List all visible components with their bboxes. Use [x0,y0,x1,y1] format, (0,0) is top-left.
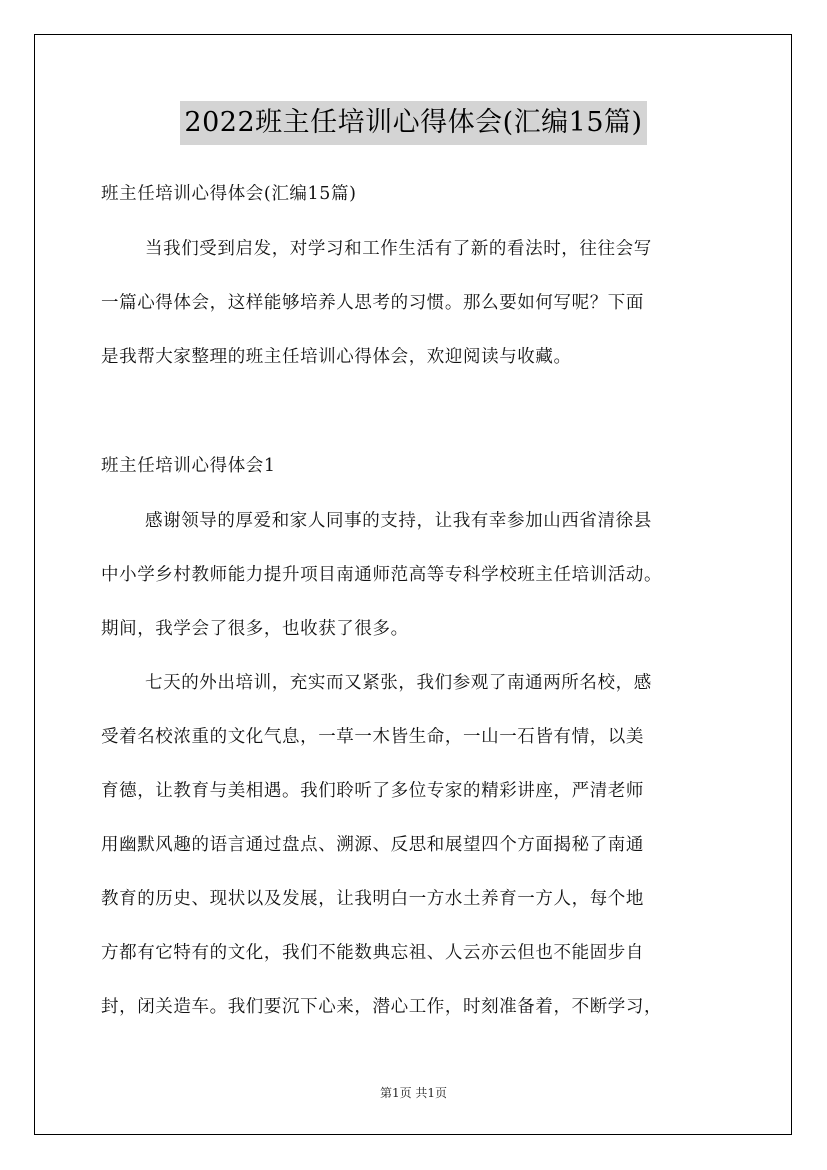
paragraph2-line: 用幽默风趣的语言通过盘点、溯源、反思和展望四个方面揭秘了南通 [101,835,644,855]
document-title: 2022班主任培训心得体会(汇编15篇) [180,101,646,145]
paragraph2-line: 教育的历史、现状以及发展，让我明白一方水土养育一方人，每个地 [101,889,644,909]
page-footer: 第1页 共1页 [379,1086,448,1100]
intro-line: 是我帮大家整理的班主任培训心得体会，欢迎阅读与收藏。 [101,347,572,367]
paragraph1-line: 感谢领导的厚爱和家人同事的支持，让我有幸参加山西省清徐县 [145,511,652,531]
paragraph1-line: 期间，我学会了很多，也收获了很多。 [101,619,409,639]
paragraph2-line: 封，闭关造车。我们要沉下心来，潜心工作，时刻准备着，不断学习， [101,997,663,1017]
title-container [0,101,827,145]
section-heading: 班主任培训心得体会1 [101,456,276,476]
paragraph2-line: 方都有它特有的文化，我们不能数典忘祖、人云亦云但也不能固步自 [101,943,644,963]
paragraph1-line: 中小学乡村教师能力提升项目南通师范高等专科学校班主任培训活动。 [101,565,663,585]
intro-line: 当我们受到启发，对学习和工作生活有了新的看法时，往往会写 [145,239,652,259]
paragraph2-line: 七天的外出培训，充实而又紧张，我们参观了南通两所名校，感 [145,673,652,693]
intro-line: 一篇心得体会，这样能够培养人思考的习惯。那么要如何写呢？下面 [101,293,644,313]
document-subtitle: 班主任培训心得体会(汇编15篇) [101,184,357,204]
paragraph2-line: 受着名校浓重的文化气息，一草一木皆生命，一山一石皆有情，以美 [101,727,644,747]
paragraph2-line: 育德，让教育与美相遇。我们聆听了多位专家的精彩讲座，严清老师 [101,781,644,801]
